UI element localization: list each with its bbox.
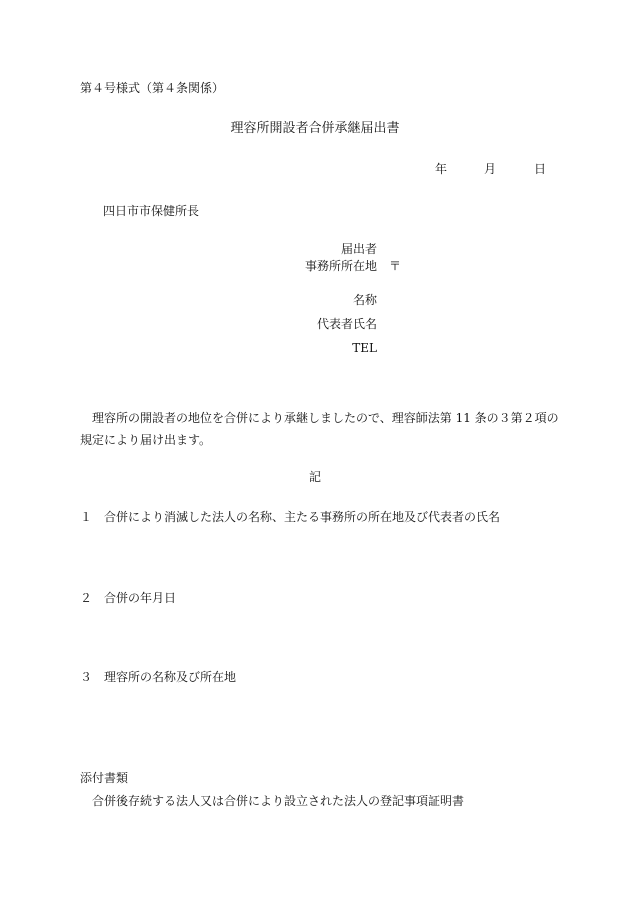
representative-label: 代表者氏名 — [316, 317, 377, 331]
form-label: 第４号様式（第４条関係） — [80, 81, 225, 95]
list-item — [80, 671, 236, 683]
item-number: ２ — [80, 591, 93, 605]
date-month-label: 月 — [484, 162, 497, 176]
declaration-text — [80, 407, 560, 451]
recipient: 四日市市保健所長 — [103, 204, 200, 218]
item-number: １ — [80, 510, 93, 524]
document-title: 理容所開設者合併承継届出書 — [230, 121, 400, 136]
ki-heading: 記 — [308, 470, 321, 484]
notifier-label: 届出者 — [340, 242, 377, 256]
office-address-label: 事務所所在地 — [304, 259, 377, 273]
postal-mark: 〒 — [389, 259, 402, 273]
item-text: 合併の年月日 — [104, 591, 177, 605]
date-year-label: 年 — [435, 162, 448, 176]
declaration-body: 理容所の開設者の地位を合併により承継しましたので、理容師法第 11 条の３第２項の規定により届け出ます。 — [80, 411, 559, 447]
list-item — [80, 511, 500, 523]
name-label: 名称 — [352, 293, 377, 307]
date-day-label: 日 — [534, 162, 547, 176]
item-text: 理容所の名称及び所在地 — [104, 670, 237, 684]
list-item — [80, 592, 176, 604]
tel-label: TEL — [352, 341, 377, 355]
attachments-title: 添付書類 — [80, 771, 129, 785]
item-text: 合併により消滅した法人の名称、主たる事務所の所在地及び代表者の氏名 — [104, 510, 501, 524]
attachments-item: 合併後存続する法人又は合併により設立された法人の登記事項証明書 — [92, 794, 465, 808]
item-number: ３ — [80, 670, 93, 684]
